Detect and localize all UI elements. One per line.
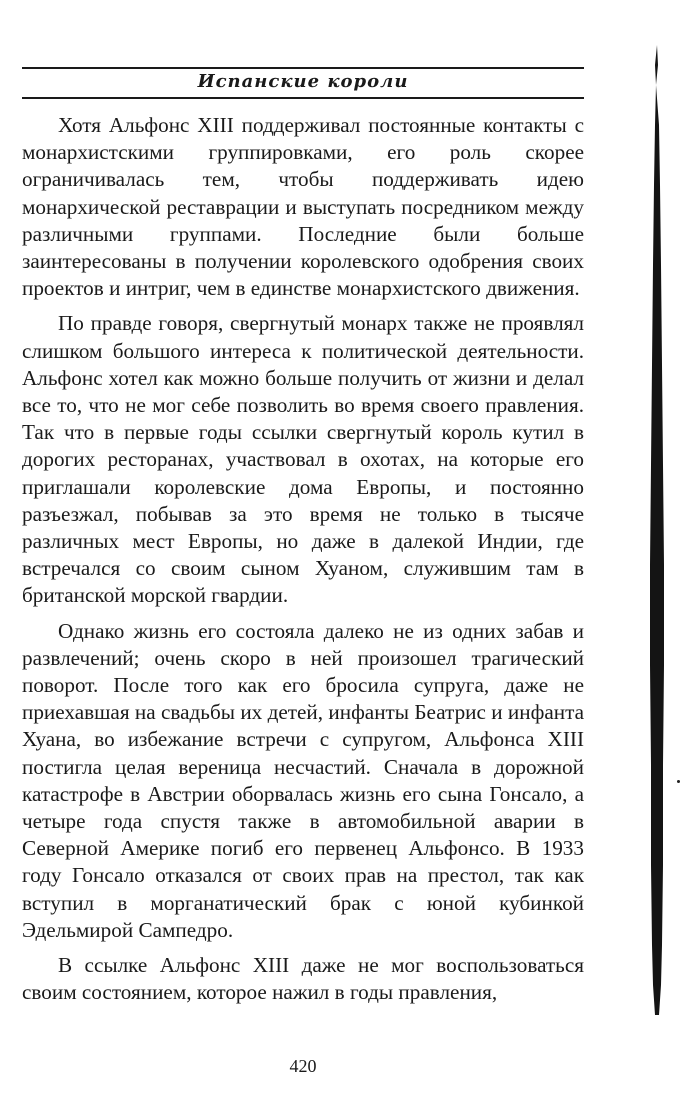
scan-speck — [677, 780, 680, 783]
body-text — [22, 112, 584, 1007]
paragraph-1: Хотя Альфонс XIII поддерживал постоянные контакты с монархистскими группировками, его роль скорее ограничивалась тем, чтобы поддерживать идею монархической реставрации и выступать посредником между различными группами. Последние были больше заинтересованы в получении королевского одобрения своих проектов и интриг, чем в единстве монархистского движения. — [22, 113, 584, 301]
page-number: 420 — [289, 1056, 317, 1076]
paragraph-4: В ссылке Альфонс XIII даже не мог воспользоваться своим состоянием, которое нажил в годы правления, — [22, 953, 584, 1005]
paragraph-2: По правде говоря, свергнутый монарх также не проявлял слишком большого интереса к политической деятельности. Альфонс хотел как можно больше получить от жизни и делал все то, что не мог себе позволить во время своего правления. Так что в первые годы ссылки свергнутый король кутил в дорогих ресторанах, участвовал в охотах, на которые его приглашали королевские дома Европы, и постоянно разъезжал, побывав за это время не только в тысяче различных мест Европы, но даже в далекой Индии, где встречался со своим сыном Хуаном, служившим там в британской морской гвардии. — [22, 311, 584, 608]
running-title: Испанские короли — [197, 71, 409, 92]
header-rule-top — [22, 67, 584, 69]
header-rule-bottom — [22, 97, 584, 99]
paragraph-3: Однако жизнь его состояла далеко не из одних забав и развлечений; очень скоро в ней произошел трагический поворот. После того как его бросила супруга, даже не приехавшая на свадьбы их детей, инфанты Беатрис и инфанта Хуана, во избежание встречи с супругом, Альфонса XIII постигла целая вереница несчастий. Сначала в дорожной катастрофе в Австрии оборвалась жизнь его сына Гонсало, а четыре года спустя также в автомобильной аварии в Северной Америке погиб его первенец Альфонсо. В 1933 году Гонсало отказался от своих прав на престол, так как вступил в морганатический брак с юной кубинкой Эдельмирой Сампедро. — [22, 618, 584, 942]
scan-edge-shadow — [649, 45, 665, 1015]
